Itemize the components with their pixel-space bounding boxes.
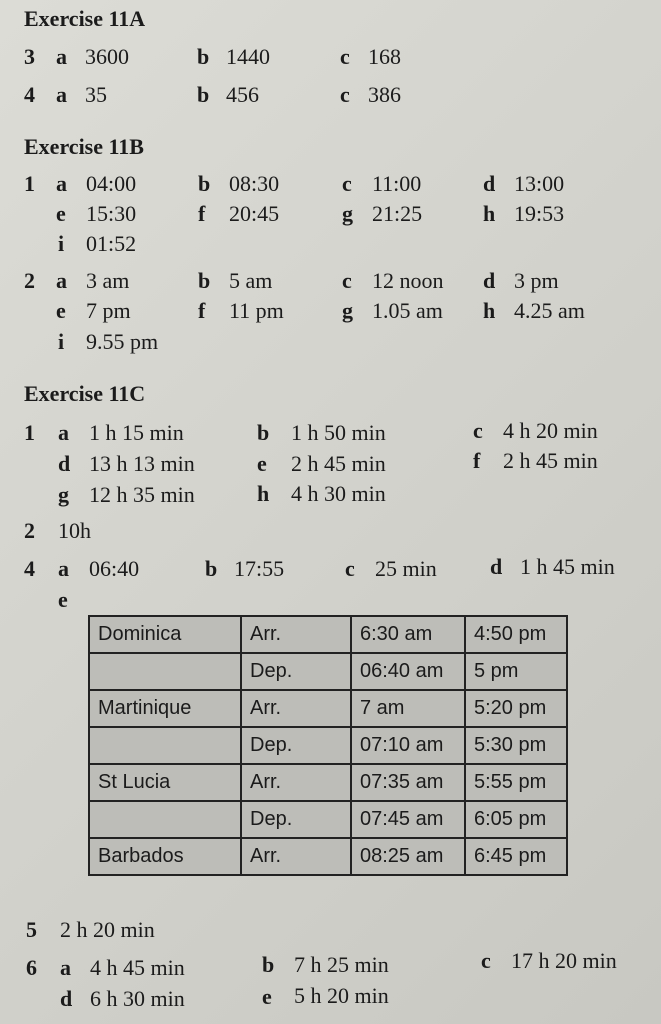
answer: 3600 [85, 44, 129, 69]
stop-name-cell: Barbados [89, 838, 241, 875]
part-letter: c [345, 556, 355, 581]
question-number: 3 [24, 44, 35, 69]
part-letter: c [473, 418, 483, 443]
stop-name-cell [89, 727, 241, 764]
part-letter: b [198, 171, 211, 196]
part-letter: d [490, 554, 503, 579]
question-number: 6 [26, 955, 37, 980]
part-letter: a [58, 420, 69, 445]
morning-time-cell: 7 am [351, 690, 465, 727]
question-number: 5 [26, 917, 37, 942]
part-letter: c [481, 948, 491, 973]
answer: 12 noon [372, 268, 444, 293]
section-title-11b: Exercise 11B [24, 134, 144, 159]
answer: 04:00 [86, 171, 137, 196]
answer: 1.05 am [372, 298, 443, 323]
part-letter: a [56, 82, 67, 107]
evening-time-cell: 5:20 pm [465, 690, 567, 727]
arr-dep-cell: Dep. [241, 727, 351, 764]
answer: 11:00 [372, 171, 422, 196]
answer: 25 min [375, 556, 437, 581]
part-letter: b [205, 556, 218, 581]
answer: 3 pm [514, 268, 559, 293]
evening-time-cell: 5:30 pm [465, 727, 567, 764]
part-letter: c [342, 171, 352, 196]
answer: 1 h 45 min [520, 554, 615, 579]
answer: 12 h 35 min [89, 482, 195, 507]
answer: 08:30 [229, 171, 280, 196]
answer: 17:55 [234, 556, 285, 581]
question-number: 1 [24, 420, 35, 445]
answer: 6 h 30 min [90, 986, 185, 1011]
answer: 386 [368, 82, 401, 107]
answer: 21:25 [372, 201, 423, 226]
part-letter: b [198, 268, 211, 293]
question-number: 2 [24, 268, 35, 293]
arr-dep-cell: Dep. [241, 801, 351, 838]
part-letter: e [58, 587, 68, 612]
part-letter: a [56, 268, 67, 293]
timetable [88, 615, 568, 876]
answer: 1 h 15 min [89, 420, 184, 445]
part-letter: h [483, 298, 496, 323]
morning-time-cell: 07:45 am [351, 801, 465, 838]
timetable-row [89, 653, 567, 690]
timetable-row [89, 801, 567, 838]
part-letter: c [340, 44, 350, 69]
timetable-row [89, 838, 567, 875]
part-letter: a [60, 955, 71, 980]
answer: 13:00 [514, 171, 565, 196]
timetable-row [89, 616, 567, 653]
question-number: 4 [24, 556, 35, 581]
part-letter: c [342, 268, 352, 293]
part-letter: h [257, 481, 270, 506]
part-letter: b [262, 952, 275, 977]
answer: 9.55 pm [86, 329, 159, 354]
part-letter: g [58, 482, 69, 507]
part-letter: i [58, 329, 65, 354]
part-letter: f [473, 448, 481, 473]
answer: 19:53 [514, 201, 565, 226]
answer: 4 h 45 min [90, 955, 185, 980]
part-letter: e [262, 984, 272, 1009]
answer: 15:30 [86, 201, 137, 226]
answer: 01:52 [86, 231, 137, 256]
arr-dep-cell: Arr. [241, 690, 351, 727]
part-letter: a [56, 171, 67, 196]
stop-name-cell: St Lucia [89, 764, 241, 801]
morning-time-cell: 08:25 am [351, 838, 465, 875]
stop-name-cell: Dominica [89, 616, 241, 653]
part-letter: f [198, 201, 206, 226]
part-letter: d [483, 268, 496, 293]
answer: 13 h 13 min [89, 451, 195, 476]
part-letter: a [56, 44, 67, 69]
question-number: 4 [24, 82, 35, 107]
part-letter: e [56, 201, 66, 226]
part-letter: g [342, 201, 353, 226]
stop-name-cell: Martinique [89, 690, 241, 727]
question-number: 2 [24, 518, 35, 543]
part-letter: g [342, 298, 353, 323]
part-letter: h [483, 201, 496, 226]
part-letter: i [58, 231, 65, 256]
answer: 456 [226, 82, 259, 107]
part-letter: f [198, 298, 206, 323]
answer: 2 h 20 min [60, 917, 155, 942]
answer: 3 am [86, 268, 130, 293]
answer: 1440 [226, 44, 270, 69]
answer: 06:40 [89, 556, 140, 581]
part-letter: c [340, 82, 350, 107]
answer: 1 h 50 min [291, 420, 386, 445]
part-letter: b [257, 420, 270, 445]
evening-time-cell: 5 pm [465, 653, 567, 690]
answer: 2 h 45 min [503, 448, 598, 473]
stop-name-cell [89, 653, 241, 690]
answer: 5 am [229, 268, 273, 293]
section-title-11c: Exercise 11C [24, 381, 146, 406]
answer: 10h [58, 518, 91, 543]
stop-name-cell [89, 801, 241, 838]
evening-time-cell: 4:50 pm [465, 616, 567, 653]
morning-time-cell: 6:30 am [351, 616, 465, 653]
answer: 35 [85, 82, 107, 107]
arr-dep-cell: Dep. [241, 653, 351, 690]
answer: 168 [368, 44, 401, 69]
morning-time-cell: 07:10 am [351, 727, 465, 764]
part-letter: b [197, 44, 210, 69]
timetable-row [89, 690, 567, 727]
morning-time-cell: 07:35 am [351, 764, 465, 801]
answer: 4 h 30 min [291, 481, 386, 506]
timetable-row [89, 764, 567, 801]
part-letter: e [257, 451, 267, 476]
part-letter: d [483, 171, 496, 196]
answer: 11 pm [229, 298, 284, 323]
morning-time-cell: 06:40 am [351, 653, 465, 690]
answer: 20:45 [229, 201, 280, 226]
arr-dep-cell: Arr. [241, 616, 351, 653]
answer: 7 pm [86, 298, 131, 323]
section-title-11a: Exercise 11A [24, 6, 146, 31]
part-letter: d [60, 986, 73, 1011]
evening-time-cell: 6:05 pm [465, 801, 567, 838]
part-letter: b [197, 82, 210, 107]
part-letter: e [56, 298, 66, 323]
answer: 17 h 20 min [511, 948, 617, 973]
answer: 7 h 25 min [294, 952, 389, 977]
answer: 5 h 20 min [294, 983, 389, 1008]
evening-time-cell: 5:55 pm [465, 764, 567, 801]
answer: 4 h 20 min [503, 418, 598, 443]
timetable-row [89, 727, 567, 764]
answer: 2 h 45 min [291, 451, 386, 476]
evening-time-cell: 6:45 pm [465, 838, 567, 875]
answer: 4.25 am [514, 298, 585, 323]
arr-dep-cell: Arr. [241, 838, 351, 875]
part-letter: a [58, 556, 69, 581]
question-number: 1 [24, 171, 35, 196]
part-letter: d [58, 451, 71, 476]
arr-dep-cell: Arr. [241, 764, 351, 801]
